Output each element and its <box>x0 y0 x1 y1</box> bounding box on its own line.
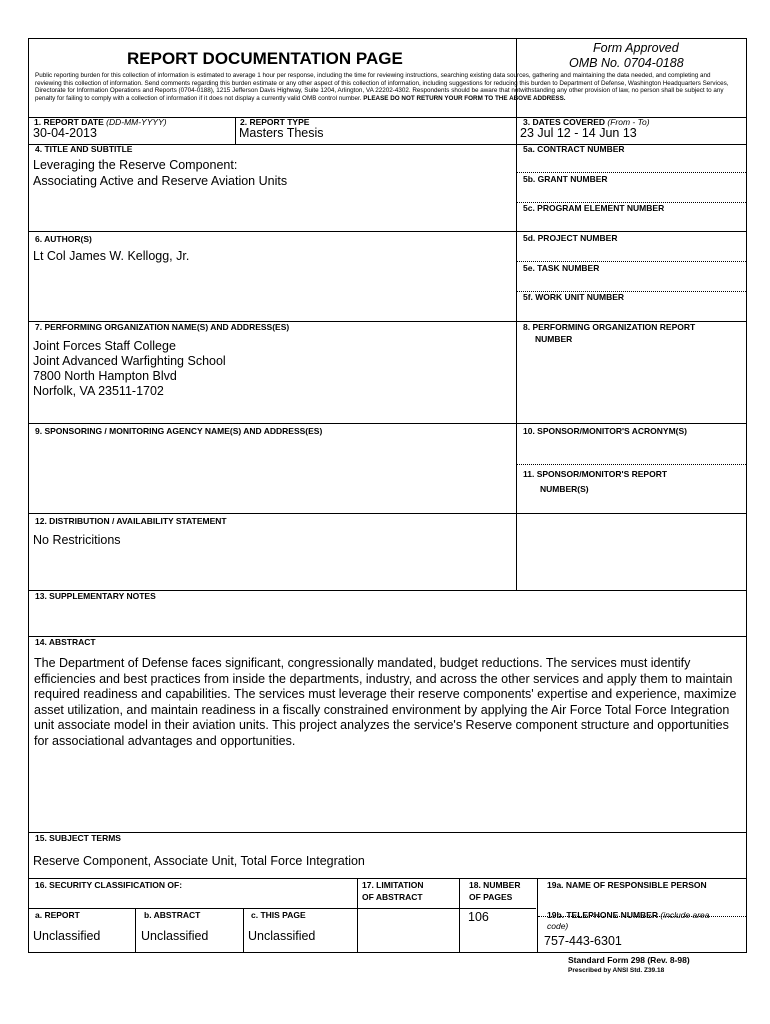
abstract-label: 14. ABSTRACT <box>35 637 96 647</box>
burden-notice <box>35 72 735 102</box>
responsible-person-label: 19a. NAME OF RESPONSIBLE PERSON <box>547 880 707 890</box>
security-abstract-value: Unclassified <box>141 929 209 943</box>
divider <box>29 878 746 879</box>
telephone-label: 19b. TELEPHONE NUMBER (include area <box>547 910 710 920</box>
divider <box>516 117 517 591</box>
report-date-value: 30-04-2013 <box>33 126 97 140</box>
divider <box>517 172 746 173</box>
report-date-label: 1. REPORT DATE (DD-MM-YYYY) <box>34 117 167 127</box>
divider <box>243 908 244 953</box>
distribution-value: No Restricitions <box>33 533 121 547</box>
task-number-label: 5e. TASK NUMBER <box>523 263 600 273</box>
performing-report-label: 8. PERFORMING ORGANIZATION REPORT <box>523 322 696 332</box>
performing-org-line: Joint Advanced Warfighting School <box>33 354 226 368</box>
divider <box>29 423 746 424</box>
security-page-value: Unclassified <box>248 929 316 943</box>
divider <box>235 117 236 144</box>
sponsor-report-label: 11. SPONSOR/MONITOR'S REPORT <box>523 469 668 479</box>
form-approved-text: Form Approved <box>593 41 679 55</box>
burden-notice-text: Public reporting burden for this collection of information is estimated to average 1 hour per response, including the time for reviewing instructions, searching existing data sources, gathering and maintaining the data needed, and completing and reviewing this collection of information. Send comments regarding this burden estimate or any other aspect of this collection of information, including suggestions for reducing this burden to Department of Defense, Washington Headquarters Services, Directorate for Information Operations and Reports (0704-0188), 1215 Jefferson Davis Highway, Suite 1204, Arlington, VA 22202-4302. Respondents should be aware that notwithstanding any other provision of law, no person shall be subject to any penalty for failing to comply with a collection of information if it does not display a currently valid OMB control number. <box>35 72 729 102</box>
work-unit-label: 5f. WORK UNIT NUMBER <box>523 292 625 302</box>
telephone-hint: code) <box>547 921 569 931</box>
divider <box>29 636 746 637</box>
prescribed-text: Prescribed by ANSI Std. Z39.18 <box>568 967 665 974</box>
divider <box>459 878 460 953</box>
sponsoring-agency-label: 9. SPONSORING / MONITORING AGENCY NAME(S) AND ADDRESS(ES) <box>35 426 323 436</box>
sponsor-report-label-2: NUMBER(S) <box>540 484 589 494</box>
num-pages-label: 18. NUMBER <box>469 880 521 890</box>
title-line-2: Associating Active and Reserve Aviation Units <box>33 174 288 188</box>
performing-org-line: Joint Forces Staff College <box>33 339 176 353</box>
telephone-value: 757-443-6301 <box>544 934 622 948</box>
dates-covered-label: 3. DATES COVERED (From - To) <box>523 117 650 127</box>
performing-org-line: 7800 North Hampton Blvd <box>33 369 177 383</box>
limitation-label-2: OF ABSTRACT <box>362 892 423 902</box>
author-label: 6. AUTHOR(S) <box>35 234 92 244</box>
supplementary-label: 13. SUPPLEMENTARY NOTES <box>35 591 156 601</box>
subject-terms-label: 15. SUBJECT TERMS <box>35 833 121 843</box>
divider <box>29 513 746 514</box>
divider <box>135 908 136 953</box>
limitation-label: 17. LIMITATION <box>362 880 424 890</box>
security-page-label: c. THIS PAGE <box>251 910 306 920</box>
project-number-label: 5d. PROJECT NUMBER <box>523 233 618 243</box>
report-documentation-form <box>28 38 747 953</box>
burden-notice-caps: PLEASE DO NOT RETURN YOUR FORM TO THE ABOVE ADDRESS. <box>363 94 566 102</box>
security-classification-label: 16. SECURITY CLASSIFICATION OF: <box>35 880 183 890</box>
subject-terms-value: Reserve Component, Associate Unit, Total Force Integration <box>33 854 365 868</box>
report-type-value: Masters Thesis <box>239 126 324 140</box>
performing-org-line: Norfolk, VA 23511-1702 <box>33 384 164 398</box>
performing-org-label: 7. PERFORMING ORGANIZATION NAME(S) AND ADDRESS(ES) <box>35 322 290 332</box>
performing-report-label-2: NUMBER <box>535 334 573 344</box>
security-report-value: Unclassified <box>33 929 101 943</box>
form-id: Standard Form 298 (Rev. 8-98) <box>568 955 690 965</box>
omb-number: OMB No. 0704-0188 <box>569 56 684 70</box>
sponsor-acronym-label: 10. SPONSOR/MONITOR'S ACRONYM(S) <box>523 426 688 436</box>
divider <box>29 231 746 232</box>
security-abstract-label: b. ABSTRACT <box>144 910 201 920</box>
program-element-label: 5c. PROGRAM ELEMENT NUMBER <box>523 203 665 213</box>
security-report-label: a. REPORT <box>35 910 80 920</box>
page-title: REPORT DOCUMENTATION PAGE <box>127 49 403 68</box>
divider <box>357 878 358 953</box>
title-line-1: Leveraging the Reserve Component: <box>33 158 238 172</box>
num-pages-label-2: OF PAGES <box>469 892 513 902</box>
divider <box>517 261 746 262</box>
abstract-text: The Department of Defense faces significant, congressionally mandated, budget reductions. The services must identify efficiencies and best practices from inside the departments, industry, and across the other services and apply them to maintain required readiness and capabilities. The services must leverage their reserve components' expertise and experience, maximize asset utilization, and maintain readiness in a fiscally constrained environment by applying the Air Force Total Force Integration unit associate model in their aviation units. This project analyzes the service's Reserve component structure and opportunities for associational advantages and opportunities. <box>34 656 737 748</box>
divider <box>29 144 746 145</box>
grant-number-label: 5b. GRANT NUMBER <box>523 174 608 184</box>
num-pages-value: 106 <box>468 910 489 924</box>
title-label: 4. TITLE AND SUBTITLE <box>35 144 133 154</box>
dates-covered-value: 23 Jul 12 - 14 Jun 13 <box>520 126 637 140</box>
author-value: Lt Col James W. Kellogg, Jr. <box>33 249 190 263</box>
distribution-label: 12. DISTRIBUTION / AVAILABILITY STATEMENT <box>35 516 227 526</box>
contract-number-label: 5a. CONTRACT NUMBER <box>523 144 625 154</box>
report-type-label: 2. REPORT TYPE <box>240 117 310 127</box>
divider <box>517 464 746 465</box>
divider <box>29 832 746 833</box>
